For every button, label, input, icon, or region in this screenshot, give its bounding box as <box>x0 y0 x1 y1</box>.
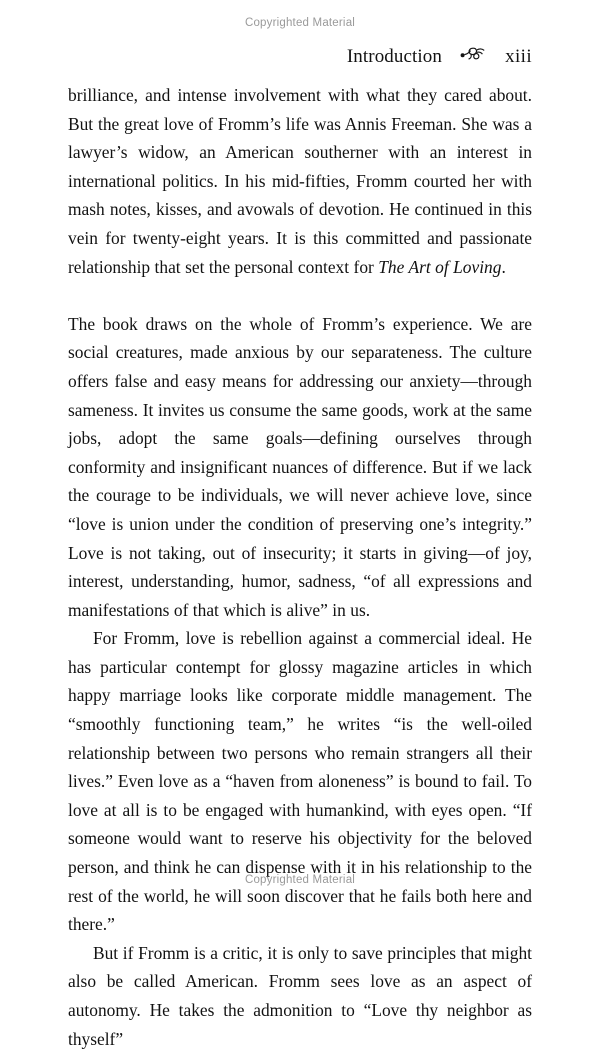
copyright-watermark-top: Copyrighted Material <box>244 17 356 29</box>
fleuron-ornament-icon <box>460 45 486 61</box>
copyright-watermark-bottom: Copyrighted Material <box>244 874 356 886</box>
body-text-block <box>68 81 532 1053</box>
paragraph: The book draws on the whole of Fromm’s experience. We are social creatures, made anxious by our separateness. The culture offers false and easy means for addressing our anxiety—through sameness. It invites us consume the same goods, work at the same jobs, adopt the same goals—defining ourselves through conformity and insignificant nuances of difference. But if we lack the courage to be individuals, we will never achieve love, since “love is union under the condition of preserving one’s integrity.” Love is not taking, out of insecurity; it starts in giving—of joy, interest, understanding, humor, sadness, “of all expressions and manifestations of that which is alive” in us. <box>68 313 532 620</box>
italic-title: The Art of Loving <box>378 256 502 277</box>
running-head-title: Introduction <box>346 46 442 67</box>
running-head <box>68 44 532 70</box>
paragraph: brilliance, and intense involvement with what they cared about. But the great love of Fromm’s life was Annis Freeman. She was a lawyer’s widow, an American southerner with an interest in international politics. In his mid-fifties, Fromm courted her with mash notes, kisses, and avowals of devotion. He continued in this vein for twenty-eight years. It is this committed and passionate relationship that set the personal context for The Art of Loving. <box>68 85 532 277</box>
paragraph: For Fromm, love is rebellion against a commercial ideal. He has particular contempt for glossy magazine articles in which happy marriage looks like corporate middle management. The “smoothly functioning team,” he writes “is the well-oiled relationship between two persons who remain strangers all their lives.” Even love as a “haven from aloneness” is bound to fail. To love at all is to be engaged with humankind, with eyes open. “If someone would want to reserve his objectivity for the beloved person, and think he can dispense with it in his relationship to the rest of the world, he will soon discover that he fails both here and there.” <box>68 628 532 935</box>
page-number: xiii <box>505 46 532 67</box>
paragraph: But if Fromm is a critic, it is only to save principles that might also be called American. Fromm sees love as an aspect of autonomy. He takes the admonition to “Love thy neighbor as thyself” <box>68 942 532 1049</box>
